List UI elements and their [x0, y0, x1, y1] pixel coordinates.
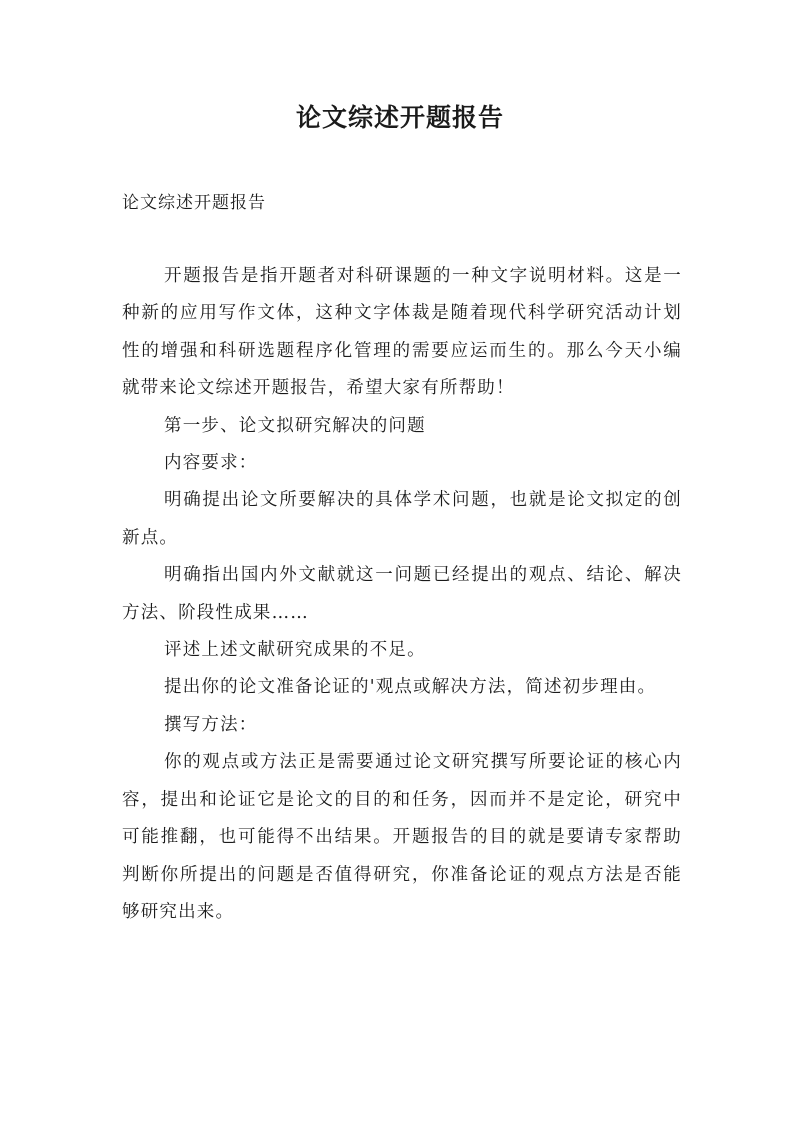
document-title: 论文综述开题报告	[295, 103, 504, 132]
document-body	[122, 258, 682, 931]
paragraph-requirement-4: 提出你的论文准备论证的'观点或解决方法，简述初步理由。	[164, 677, 657, 698]
paragraph-requirement-1: 明确提出论文所要解决的具体学术问题，也就是论文拟定的创新点。	[122, 490, 682, 548]
paragraph-writing-method: 你的观点或方法正是需要通过论文研究撰写所要论证的核心内容，提出和论证它是论文的目的和任务，因而并不是定论，研究中可能推翻，也可能得不出结果。开题报告的目的就是要请专家帮助判断你所提出的问题是否值得研究，你准备论证的观点方法是否能够研究出来。	[122, 752, 682, 922]
document-subtitle: 论文综述开题报告	[122, 193, 266, 213]
paragraph-intro: 开题报告是指开题者对科研课题的一种文字说明材料。这是一种新的应用写作文体，这种文字体裁是随着现代科学研究活动计划性的增强和科研选题程序化管理的需要应运而生的。那么今天小编就带来论文综述开题报告，希望大家有所帮助！	[122, 266, 682, 399]
paragraph-step-one-heading: 第一步、论文拟研究解决的问题	[164, 415, 426, 436]
paragraph-requirement-3: 评述上述文献研究成果的不足。	[164, 640, 426, 661]
paragraph-content-requirements-heading: 内容要求：	[164, 453, 258, 474]
paragraph-requirement-2: 明确指出国内外文献就这一问题已经提出的观点、结论、解决方法、阶段性成果……	[122, 565, 682, 623]
paragraph-writing-method-heading: 撰写方法：	[164, 714, 258, 735]
